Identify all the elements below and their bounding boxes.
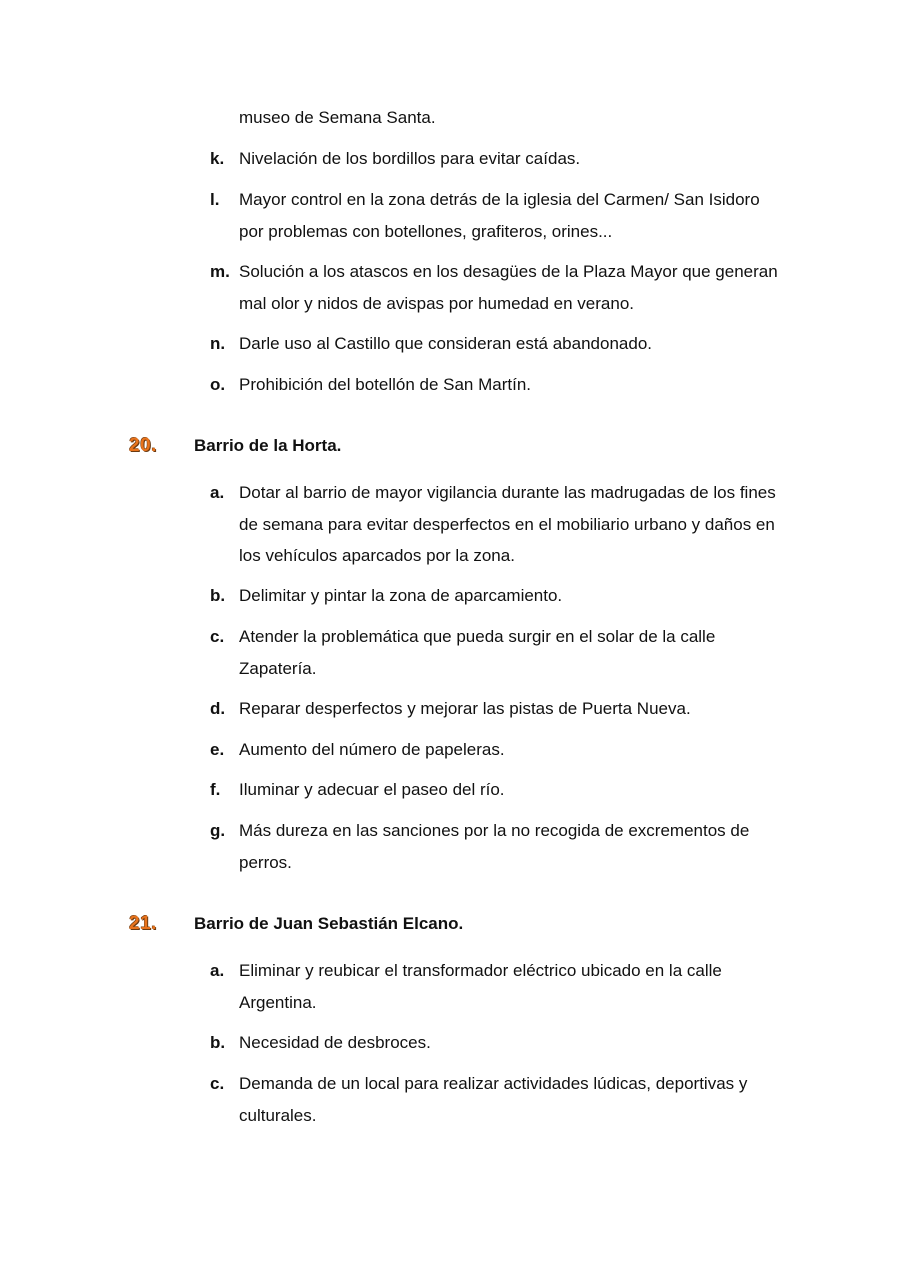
list-item-letter: b. [210,586,226,605]
list-item [210,143,780,175]
list-item-letter: e. [210,740,225,759]
list-item [210,955,780,1018]
list-item-text: Más dureza en las sanciones por la no recogida de excrementos de perros. [239,821,750,872]
list-item-letter: d. [210,699,226,718]
section-title: Barrio de Juan Sebastián Elcano. [194,914,464,933]
list-item [210,693,780,725]
list-item-text: Prohibición del botellón de San Martín. [239,375,532,394]
list-item-letter: c. [210,627,225,646]
list-item [210,815,780,878]
list-item [210,621,780,684]
list-item [210,328,780,360]
list-item-text: Mayor control en la zona detrás de la iglesia del Carmen/ San Isidoro por problemas con botellones, grafiteros, orines... [239,190,760,241]
list-item-letter: l. [210,190,220,209]
list-item [210,1068,780,1131]
list-item [210,477,780,572]
list-item-letter: a. [210,483,225,502]
list-item [210,580,780,612]
list-item-text: Solución a los atascos en los desagües de la Plaza Mayor que generan mal olor y nidos de avispas por humedad en verano. [239,262,778,313]
list-item-text: Demanda de un local para realizar actividades lúdicas, deportivas y culturales. [239,1074,748,1125]
list-item-text: Aumento del número de papeleras. [239,740,505,759]
list-item [210,256,780,319]
list-item [210,1027,780,1059]
list-item-text: Delimitar y pintar la zona de aparcamiento. [239,586,563,605]
list-item-text: Necesidad de desbroces. [239,1033,431,1052]
list-item-text: Nivelación de los bordillos para evitar caídas. [239,149,581,168]
list-item-letter: g. [210,821,226,840]
list-item [210,184,780,247]
list-item-text: Dotar al barrio de mayor vigilancia durante las madrugadas de los fines de semana para evitar desperfectos en el mobiliario urbano y daños en los vehículos aparcados por la zona. [239,483,776,565]
list-item-text: Darle uso al Castillo que consideran está abandonado. [239,334,652,353]
list-item [210,774,780,806]
list-item-letter: n. [210,334,226,353]
list-item-text: Iluminar y adecuar el paseo del río. [239,780,505,799]
list-item-text: Eliminar y reubicar el transformador eléctrico ubicado en la calle Argentina. [239,961,722,1012]
list-item-letter: c. [210,1074,225,1093]
list-item-letter: f. [210,780,221,799]
section-title: Barrio de la Horta. [194,436,342,455]
continuation-text: museo de Semana Santa. [239,108,436,127]
list-item-text: Atender la problemática que pueda surgir en el solar de la calle Zapatería. [239,627,716,678]
section-number: 20. [129,435,157,456]
list-item-letter: b. [210,1033,226,1052]
list-item-letter: a. [210,961,225,980]
section-number: 21. [129,913,157,934]
list-item [210,734,780,766]
list-item-letter: k. [210,149,225,168]
list-item [210,369,780,401]
list-item-letter: o. [210,375,226,394]
list-item-letter: m. [210,262,230,281]
list-item-text: Reparar desperfectos y mejorar las pistas de Puerta Nueva. [239,699,691,718]
